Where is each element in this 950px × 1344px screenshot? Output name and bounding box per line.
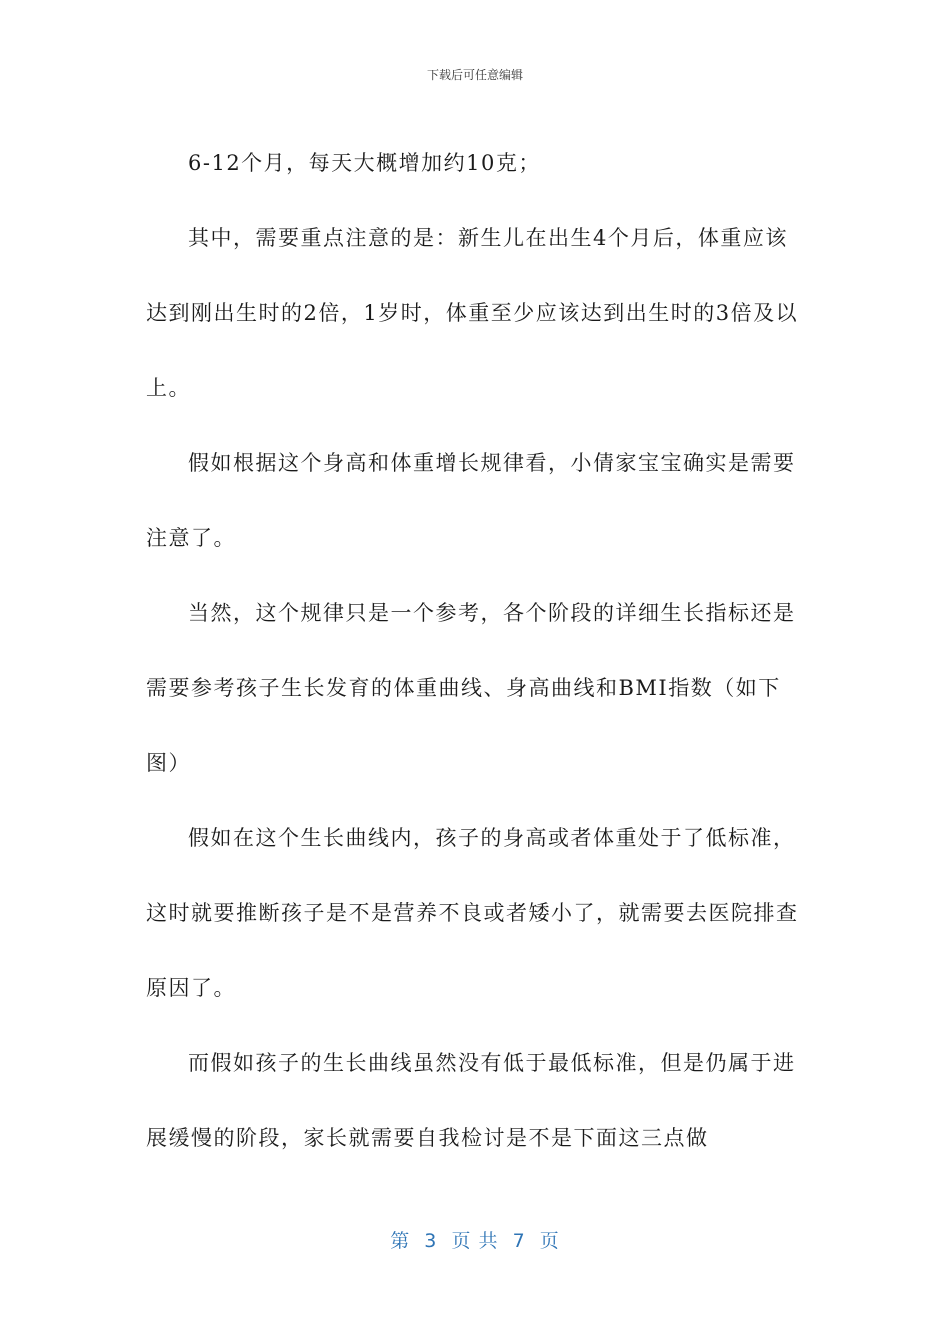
page-number-footer: 第 3 页 共 7 页 <box>390 1230 560 1252</box>
paragraph-4: 当然，这个规律只是一个参考，各个阶段的详细生长指标还是需要参考孩子生长发育的体重曲线、身高曲线和BMI指数（如下图） <box>146 601 796 775</box>
page-header-note: 下载后可任意编辑 <box>426 68 523 82</box>
paragraph-2: 其中，需要重点注意的是：新生儿在出生4个月后，体重应该达到刚出生时的2倍，1岁时，体重至少应该达到出生时的3倍及以上。 <box>146 226 799 400</box>
paragraph-3: 假如根据这个身高和体重增长规律看，小倩家宝宝确实是需要注意了。 <box>146 451 796 550</box>
document-body <box>146 126 810 1176</box>
paragraph-1: 6-12个月，每天大概增加约10克； <box>188 151 541 175</box>
paragraph-6: 而假如孩子的生长曲线虽然没有低于最低标准，但是仍属于进展缓慢的阶段，家长就需要自我检讨是不是下面这三点做 <box>146 1051 796 1150</box>
paragraph-5: 假如在这个生长曲线内，孩子的身高或者体重处于了低标准，这时就要推断孩子是不是营养不良或者矮小了，就需要去医院排查原因了。 <box>146 826 799 1000</box>
